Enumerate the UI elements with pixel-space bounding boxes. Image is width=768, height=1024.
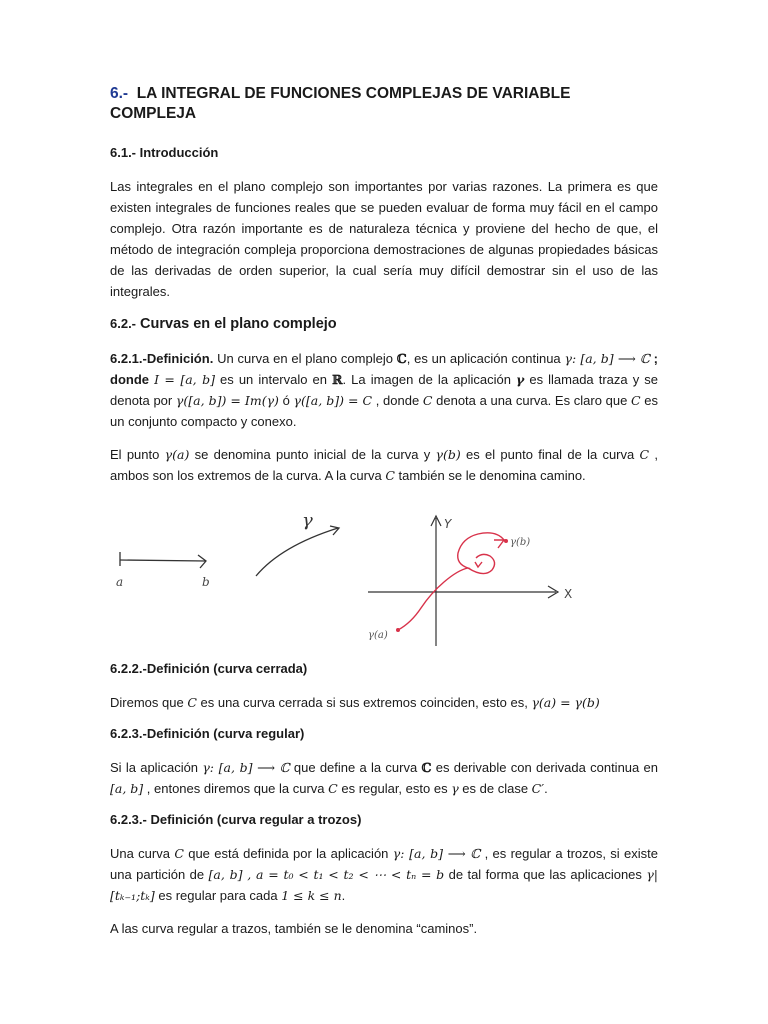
intro-paragraph: Las integrales en el plano complejo son importantes por varias razones. La primera es que existen integrales de funciones reales que se pueden evaluar de forma muy fácil en el campo complejo. Otra razón importante es de naturaleza técnica y proviene del hecho de que, el método de integración compleja proporciona demostraciones de algunas propiedades básicas de las derivadas de orden superior, la cual sería muy difícil demostrar sin el uso de las integrales.	[110, 179, 658, 299]
text-run: Diremos que	[110, 695, 188, 710]
chapter-title-text: LA INTEGRAL DE FUNCIONES COMPLEJAS DE VARIABLE COMPLEJA	[110, 85, 571, 122]
math-inline: C	[385, 468, 395, 483]
endpoints-paragraph	[110, 444, 658, 486]
math-inline: C′	[531, 781, 545, 796]
math-inline: γ	[516, 372, 525, 387]
curve-path	[398, 533, 504, 630]
label-gamma-a: γ(a)	[368, 630, 388, 641]
text-run: El punto	[110, 447, 165, 462]
text-run: , ambos son los extremos de la curva. A la curva	[110, 447, 658, 483]
text-run: es un conjunto compacto y conexo.	[110, 393, 658, 429]
def-label: 6.2.1.-Definición.	[110, 351, 214, 366]
curve-trace	[398, 533, 504, 630]
real-set-symbol: ℝ	[332, 372, 343, 387]
text-run: , es regular a trozos, si existe una partición de	[110, 846, 658, 882]
math-inline: γ	[451, 781, 459, 796]
math-inline: γ([a, b]) = Im(γ)	[175, 393, 279, 408]
piecewise-curve-paragraph	[110, 843, 658, 906]
section-heading-6-2-3: 6.2.3.-Definición (curva regular)	[110, 726, 305, 741]
interval-sketch	[120, 552, 206, 568]
math-inline: γ|[tₖ₋₁;tₖ]	[110, 867, 658, 903]
text-run: que está definida por la aplicación	[183, 846, 393, 861]
text-run: ó	[278, 393, 294, 408]
end-point	[504, 539, 508, 543]
section-title-text: Curvas en el plano complejo	[140, 316, 337, 332]
text-run: es regular para cada	[154, 888, 282, 903]
math-inline: C	[187, 695, 197, 710]
section-heading-6-2	[110, 314, 658, 334]
math-inline: [a, b] , a = t₀ < t₁ < t₂ < ⋯ < tₙ = b	[208, 867, 445, 882]
math-inline: γ: [a, b] ⟶ ℂ	[202, 760, 290, 775]
text-run: Un curva en el plano complejo	[213, 351, 397, 366]
chapter-number: 6.-	[110, 85, 129, 102]
closed-curve-paragraph	[110, 692, 658, 713]
curve-end-arrow	[494, 540, 504, 548]
math-inline: γ([a, b]) = C	[293, 393, 373, 408]
text-run: es de clase	[458, 781, 532, 796]
math-inline: [a, b]	[110, 781, 144, 796]
section-number: 6.2.-	[110, 316, 137, 331]
text-run: es llamada traza y se denota por	[110, 372, 658, 408]
section-heading-6-2-2: 6.2.2.-Definición (curva cerrada)	[110, 661, 308, 676]
curve-sketch-svg	[106, 498, 654, 648]
label-a: a	[116, 575, 124, 589]
section-heading-6-1: 6.1.- Introducción	[110, 145, 219, 160]
text-run: .	[341, 888, 346, 903]
text-run: es un intervalo en	[214, 372, 333, 387]
text-run: Una curva	[110, 846, 175, 861]
text-run: . La imagen de la aplicación	[342, 372, 516, 387]
label-b: b	[202, 575, 210, 589]
text-run: se denomina punto inicial de la curva y	[189, 447, 436, 462]
x-axis-label: X	[564, 587, 573, 601]
math-inline: γ(a) = γ(b)	[531, 695, 600, 710]
text-run: denota a una curva. Es claro que	[432, 393, 631, 408]
math-inline: C	[422, 393, 433, 408]
math-inline: C	[328, 781, 338, 796]
text-run: Si la aplicación	[110, 760, 203, 775]
regular-curve-paragraph	[110, 757, 658, 799]
complex-set-symbol: ℂ	[421, 760, 432, 775]
math-inline: C	[639, 447, 650, 462]
text-run: es una curva cerrada si sus extremos coinciden, esto es,	[196, 695, 532, 710]
label-gamma-b: γ(b)	[510, 537, 531, 548]
y-axis-label: Y	[444, 517, 452, 531]
interval-line	[120, 560, 206, 561]
axes	[368, 516, 558, 646]
text-run: ; donde	[110, 351, 658, 387]
text-run: que define a la curva	[289, 760, 422, 775]
text-run: , es un aplicación continua	[406, 351, 565, 366]
chapter-title	[110, 84, 658, 124]
text-run: , donde	[372, 393, 423, 408]
text-run: es regular, esto es	[337, 781, 452, 796]
text-run: , entones diremos que la curva	[143, 781, 329, 796]
curve-arrow	[475, 562, 482, 567]
document-page	[110, 84, 658, 951]
text-run: de tal forma que las aplicaciones	[444, 867, 647, 882]
section-heading-6-2-3-piecewise: 6.2.3.- Definición (curva regular a trozos)	[110, 812, 362, 827]
text-run: es el punto final de la curva	[460, 447, 640, 462]
last-paragraph: A las curva regular a trazos, también se le denomina “caminos”.	[110, 921, 478, 936]
math-inline: γ: [a, b] ⟶ ℂ	[392, 846, 481, 861]
math-inline: C	[631, 393, 641, 408]
gamma-map-arrow	[256, 528, 338, 576]
complex-set-symbol: ℂ	[396, 351, 407, 366]
math-inline: 1 ≤ k ≤ n	[281, 888, 342, 903]
text-run: es derivable con derivada continua en	[431, 760, 658, 775]
math-inline: I = [a, b]	[154, 372, 215, 387]
math-inline: γ(b)	[435, 447, 461, 462]
math-inline: γ(a)	[164, 447, 190, 462]
label-gamma: γ	[302, 510, 313, 531]
text-run: .	[544, 781, 548, 796]
curve-sketch-figure	[106, 498, 654, 648]
text-run: también se le denomina camino.	[394, 468, 586, 483]
start-point	[396, 628, 400, 632]
definition-curve	[110, 348, 658, 432]
math-inline: γ: [a, b] ⟶ ℂ	[564, 351, 650, 366]
math-inline: C	[174, 846, 184, 861]
